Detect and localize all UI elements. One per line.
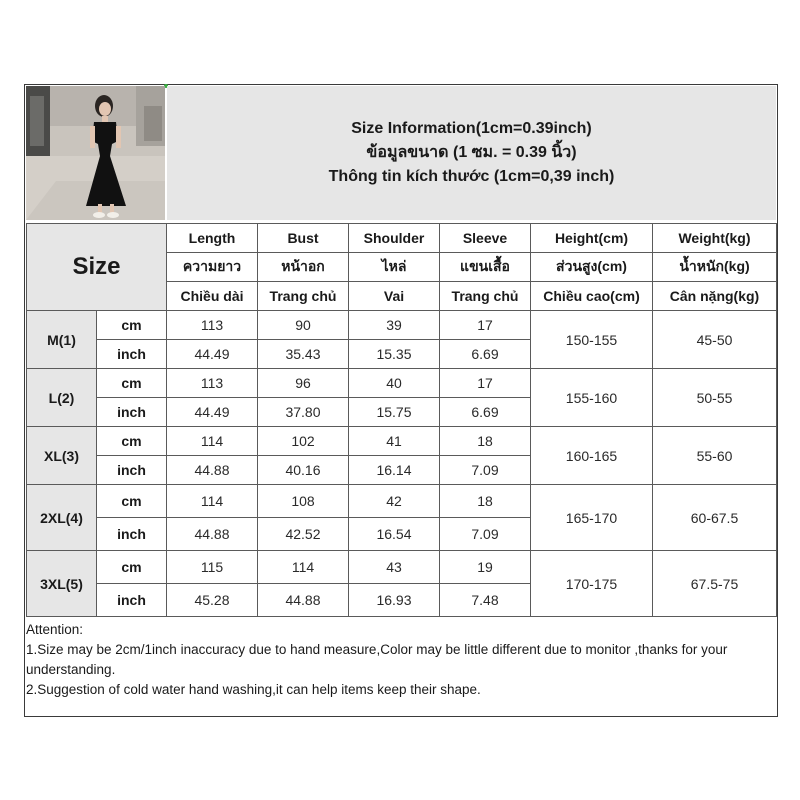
bust-cm: 114 bbox=[258, 551, 349, 584]
col-height-th: ส่วนสูง(cm) bbox=[531, 253, 653, 282]
shoulder-cm: 42 bbox=[349, 485, 440, 518]
weight-range: 55-60 bbox=[653, 427, 777, 485]
size-name: XL(3) bbox=[27, 427, 97, 485]
bust-cm: 96 bbox=[258, 369, 349, 398]
height-range: 155-160 bbox=[531, 369, 653, 427]
sleeve-inch: 6.69 bbox=[440, 340, 531, 369]
table-row bbox=[27, 369, 777, 398]
col-weight-en: Weight(kg) bbox=[653, 224, 777, 253]
unit-inch: inch bbox=[97, 584, 167, 617]
bust-cm: 108 bbox=[258, 485, 349, 518]
sleeve-cm: 18 bbox=[440, 485, 531, 518]
header-row-en bbox=[27, 224, 777, 253]
bust-cm: 102 bbox=[258, 427, 349, 456]
size-heading: Size bbox=[27, 224, 167, 311]
length-inch: 44.49 bbox=[167, 340, 258, 369]
size-name: L(2) bbox=[27, 369, 97, 427]
length-cm: 113 bbox=[167, 369, 258, 398]
sleeve-inch: 7.09 bbox=[440, 518, 531, 551]
col-shoulder-th: ไหล่ bbox=[349, 253, 440, 282]
attention-notes bbox=[26, 620, 771, 700]
attention-note-1: 1.Size may be 2cm/1inch inaccuracy due to hand measure,Color may be little different due to monitor ,thanks for your understanding. bbox=[26, 642, 728, 677]
col-bust-vi: Trang chủ bbox=[258, 282, 349, 311]
col-shoulder-vi: Vai bbox=[349, 282, 440, 311]
sleeve-cm: 18 bbox=[440, 427, 531, 456]
col-bust-th: หน้าอก bbox=[258, 253, 349, 282]
height-range: 160-165 bbox=[531, 427, 653, 485]
size-name: 2XL(4) bbox=[27, 485, 97, 551]
unit-cm: cm bbox=[97, 369, 167, 398]
sleeve-inch: 7.48 bbox=[440, 584, 531, 617]
length-cm: 115 bbox=[167, 551, 258, 584]
bust-inch: 42.52 bbox=[258, 518, 349, 551]
sleeve-cm: 17 bbox=[440, 369, 531, 398]
size-name: M(1) bbox=[27, 311, 97, 369]
shoulder-cm: 39 bbox=[349, 311, 440, 340]
size-info-header bbox=[167, 86, 776, 220]
unit-cm: cm bbox=[97, 427, 167, 456]
bust-inch: 35.43 bbox=[258, 340, 349, 369]
col-height-en: Height(cm) bbox=[531, 224, 653, 253]
length-cm: 113 bbox=[167, 311, 258, 340]
bust-cm: 90 bbox=[258, 311, 349, 340]
size-table bbox=[26, 223, 777, 617]
table-row bbox=[27, 485, 777, 518]
attention-note-2: 2.Suggestion of cold water hand washing,it can help items keep their shape. bbox=[26, 682, 481, 697]
height-range: 170-175 bbox=[531, 551, 653, 617]
sleeve-inch: 6.69 bbox=[440, 398, 531, 427]
product-photo bbox=[26, 86, 165, 220]
length-cm: 114 bbox=[167, 427, 258, 456]
table-row bbox=[27, 311, 777, 340]
length-cm: 114 bbox=[167, 485, 258, 518]
table-row bbox=[27, 551, 777, 584]
header-title-vi: Thông tin kích thước (1cm=0,39 inch) bbox=[328, 168, 615, 185]
attention-title: Attention: bbox=[26, 622, 84, 637]
sleeve-cm: 19 bbox=[440, 551, 531, 584]
unit-inch: inch bbox=[97, 340, 167, 369]
table-row bbox=[27, 427, 777, 456]
weight-range: 60-67.5 bbox=[653, 485, 777, 551]
header-title-en: Size Information(1cm=0.39inch) bbox=[351, 120, 592, 137]
weight-range: 67.5-75 bbox=[653, 551, 777, 617]
unit-cm: cm bbox=[97, 551, 167, 584]
length-inch: 45.28 bbox=[167, 584, 258, 617]
shoulder-inch: 15.35 bbox=[349, 340, 440, 369]
unit-inch: inch bbox=[97, 398, 167, 427]
bust-inch: 44.88 bbox=[258, 584, 349, 617]
col-length-vi: Chiều dài bbox=[167, 282, 258, 311]
sleeve-inch: 7.09 bbox=[440, 456, 531, 485]
unit-cm: cm bbox=[97, 485, 167, 518]
height-range: 150-155 bbox=[531, 311, 653, 369]
col-weight-vi: Cân nặng(kg) bbox=[653, 282, 777, 311]
shoulder-inch: 15.75 bbox=[349, 398, 440, 427]
bust-inch: 40.16 bbox=[258, 456, 349, 485]
col-shoulder-en: Shoulder bbox=[349, 224, 440, 253]
shoulder-inch: 16.54 bbox=[349, 518, 440, 551]
height-range: 165-170 bbox=[531, 485, 653, 551]
length-inch: 44.88 bbox=[167, 518, 258, 551]
col-length-th: ความยาว bbox=[167, 253, 258, 282]
shoulder-cm: 41 bbox=[349, 427, 440, 456]
sleeve-cm: 17 bbox=[440, 311, 531, 340]
col-weight-th: น้ำหนัก(kg) bbox=[653, 253, 777, 282]
shoulder-inch: 16.14 bbox=[349, 456, 440, 485]
length-inch: 44.49 bbox=[167, 398, 258, 427]
weight-range: 45-50 bbox=[653, 311, 777, 369]
col-sleeve-th: แขนเสื้อ bbox=[440, 253, 531, 282]
shoulder-cm: 43 bbox=[349, 551, 440, 584]
header-title-th: ข้อมูลขนาด (1 ซม. = 0.39 นิ้ว) bbox=[366, 144, 577, 161]
shoulder-cm: 40 bbox=[349, 369, 440, 398]
model-photo-illustration bbox=[26, 86, 165, 220]
unit-cm: cm bbox=[97, 311, 167, 340]
weight-range: 50-55 bbox=[653, 369, 777, 427]
size-name: 3XL(5) bbox=[27, 551, 97, 617]
col-bust-en: Bust bbox=[258, 224, 349, 253]
unit-inch: inch bbox=[97, 518, 167, 551]
col-sleeve-en: Sleeve bbox=[440, 224, 531, 253]
length-inch: 44.88 bbox=[167, 456, 258, 485]
col-height-vi: Chiều cao(cm) bbox=[531, 282, 653, 311]
bust-inch: 37.80 bbox=[258, 398, 349, 427]
unit-inch: inch bbox=[97, 456, 167, 485]
col-length-en: Length bbox=[167, 224, 258, 253]
col-sleeve-vi: Trang chủ bbox=[440, 282, 531, 311]
shoulder-inch: 16.93 bbox=[349, 584, 440, 617]
